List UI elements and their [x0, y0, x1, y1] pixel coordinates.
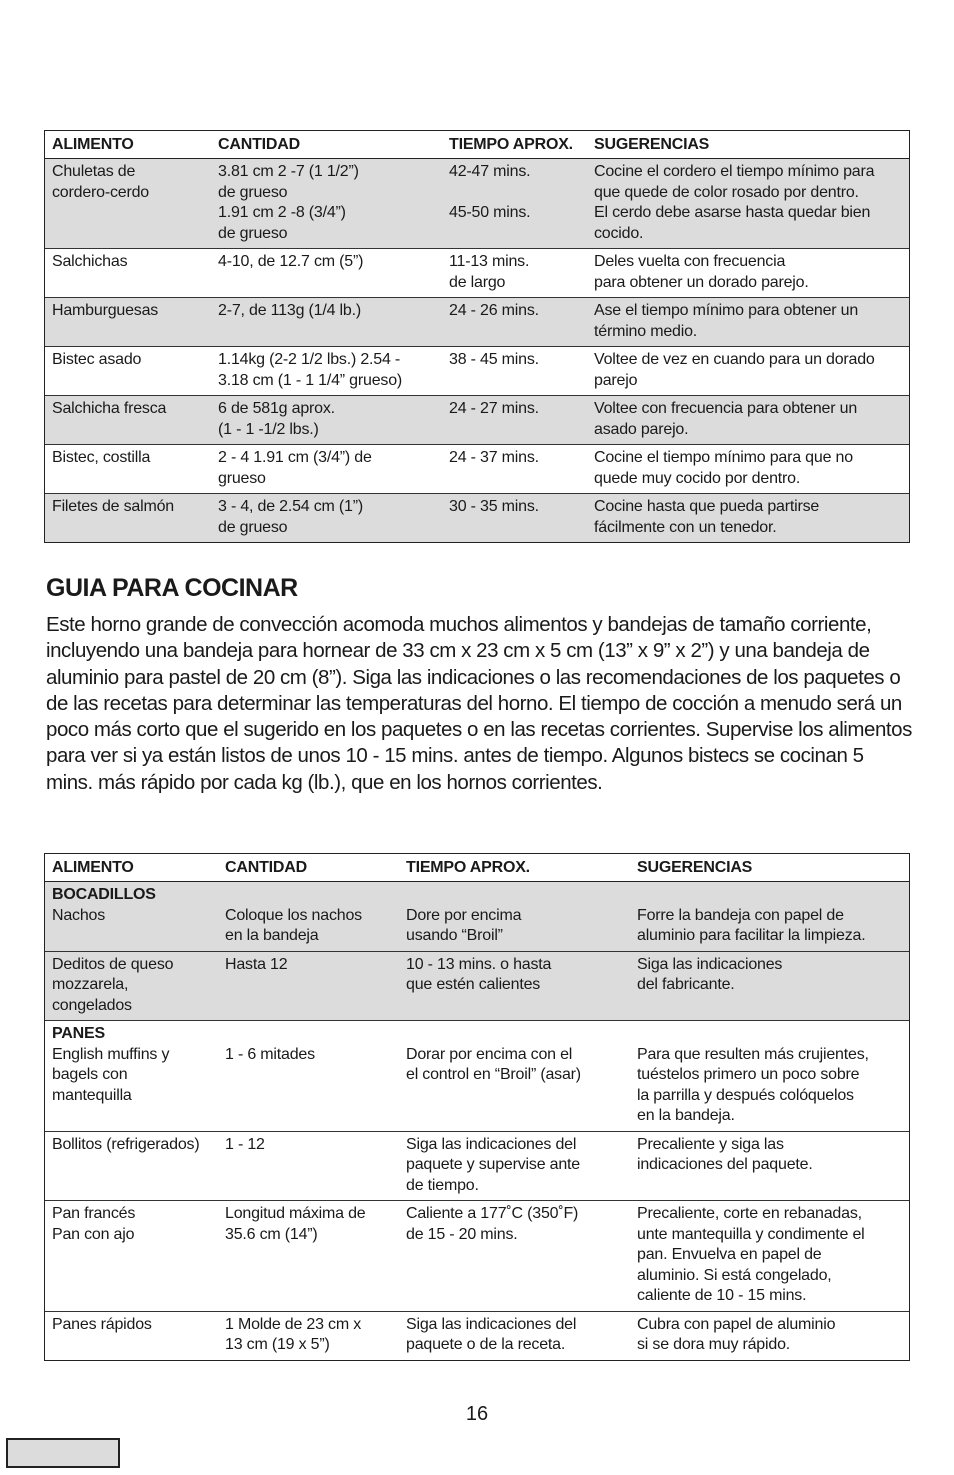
tip-cell: Ase el tiempo mínimo para obtener un término medio. [594, 302, 859, 340]
time-cell: 30 - 35 mins. [449, 498, 539, 515]
table-row [45, 493, 909, 542]
food-cell: Bollitos (refrigerados) [52, 1135, 200, 1153]
tip-cell: Cocine el tiempo mínimo para que no quede muy cocido por dentro. [594, 449, 853, 487]
food-cell [45, 885, 218, 947]
tip-cell: Para que resulten más crujientes, tuéstelos primero un poco sobre la parrilla y después colóquelos en la bandeja. [637, 1045, 869, 1124]
table-header [45, 854, 909, 882]
table-row [45, 951, 909, 1021]
table-row [45, 248, 909, 297]
quantity-cell: 4-10, de 12.7 cm (5”) [218, 253, 364, 270]
table-row [45, 444, 909, 493]
quantity-cell: 1.14kg (2-2 1/2 lbs.) 2.54 - 3.18 cm (1 - 1 1/4” grueso) [218, 351, 403, 389]
food-cell: Filetes de salmón [52, 498, 174, 515]
table-row [45, 297, 909, 346]
food-name: Nachos [52, 906, 106, 924]
tip-cell: Cubra con papel de aluminio si se dora muy rápido. [637, 1315, 836, 1353]
quantity-cell: 3.81 cm 2 -7 (1 1/2”) de grueso 1.91 cm 2 -8 (3/4”) de grueso [218, 163, 359, 242]
quantity-cell: 3 - 4, de 2.54 cm (1”) de grueso [218, 498, 363, 536]
tip-cell: Cocine hasta que pueda partirse fácilmente con un tenedor. [594, 498, 820, 536]
food-cell: Pan francés Pan con ajo [52, 1205, 136, 1243]
table-row [45, 1131, 909, 1201]
page-number: 16 [465, 1403, 489, 1425]
food-name: English muffins y bagels con mantequilla [52, 1045, 170, 1104]
header-tiempo: TIEMPO APROX. [449, 135, 573, 153]
quantity-cell: Longitud máxima de 35.6 cm (14”) [225, 1205, 366, 1243]
header-alimento: ALIMENTO [52, 135, 134, 153]
time-cell: 24 - 27 mins. [449, 400, 539, 417]
tip-cell: Precaliente y siga las indicaciones del paquete. [637, 1135, 813, 1173]
quantity-cell: Coloque los nachos en la bandeja [225, 906, 362, 944]
quantity-cell: 1 - 12 [225, 1135, 265, 1153]
section-paragraph: Este horno grande de convección acomoda muchos alimentos y bandejas de tamaño corriente, incluyendo una bandeja para hornear de 33 cm x 23 cm x 5 cm (13” x 9” x 2”) y una bandeja de aluminio para pastel de 20 cm (8”). Siga las indicaciones o las recomendaciones de los paquetes o de las recetas para determinar las temperaturas del horno. El tiempo de cocción a menudo será un poco más corto que el sugerido en los paquetes o en las recetas corrientes. Supervise los alimentos para ver si ya están listos de unos 10 - 15 mins. antes de tiempo. Algunos bistecs se cocinan 5 mins. más rápido por cada kg (lb.), que en los hornos corrientes. [46, 613, 912, 794]
header-cantidad: CANTIDAD [225, 858, 307, 876]
food-cell: Salchicha fresca [52, 400, 167, 417]
table-row [45, 1020, 909, 1131]
quantity-cell: 1 Molde de 23 cm x 13 cm (19 x 5”) [225, 1315, 362, 1353]
category-label: PANES [52, 1025, 105, 1042]
tip-cell: Cocine el cordero el tiempo mínimo para que quede de color rosado por dentro. El cerdo debe asarse hasta quedar bien cocido. [594, 163, 875, 242]
table-row [45, 1311, 909, 1360]
quantity-cell: 1 - 6 mitades [225, 1045, 315, 1063]
time-cell: Caliente a 177˚C (350˚F) de 15 - 20 mins. [406, 1205, 579, 1243]
time-cell: Dore por encima usando “Broil” [406, 906, 522, 944]
time-cell: 10 - 13 mins. o hasta que estén calientes [406, 955, 552, 993]
table-header [45, 131, 909, 159]
quantity-cell: 6 de 581g aprox. (1 - 1 -1/2 lbs.) [218, 400, 335, 438]
header-alimento: ALIMENTO [52, 858, 134, 876]
cooking-table-snacks-breads [44, 853, 910, 1361]
time-cell: 11-13 mins. de largo [449, 253, 530, 291]
page-tab-marker [6, 1438, 120, 1468]
section-heading: GUIA PARA COCINAR [46, 574, 298, 602]
time-cell: Siga las indicaciones del paquete o de la receta. [406, 1315, 577, 1353]
time-cell: 42-47 mins. 45-50 mins. [449, 163, 531, 221]
tip-cell: Voltee de vez en cuando para un dorado parejo [594, 351, 875, 389]
food-cell: Chuletas de cordero-cerdo [52, 163, 150, 201]
table-row [45, 1200, 909, 1311]
food-cell: Panes rápidos [52, 1315, 152, 1333]
food-cell: Bistec, costilla [52, 449, 151, 466]
table-row [45, 159, 909, 248]
tip-cell: Voltee con frecuencia para obtener un asado parejo. [594, 400, 858, 438]
tip-cell: Deles vuelta con frecuencia para obtener un dorado parejo. [594, 253, 809, 291]
food-cell [45, 1024, 218, 1127]
cooking-table-meats [44, 130, 910, 543]
header-sugerencias: SUGERENCIAS [594, 135, 710, 153]
time-cell: 24 - 26 mins. [449, 302, 539, 319]
food-cell: Salchichas [52, 253, 128, 270]
table-row [45, 882, 909, 951]
tip-cell: Siga las indicaciones del fabricante. [637, 955, 783, 993]
table-row [45, 346, 909, 395]
quantity-cell: 2 - 4 1.91 cm (3/4”) de grueso [218, 449, 372, 487]
header-tiempo: TIEMPO APROX. [406, 858, 530, 876]
food-cell: Hamburguesas [52, 302, 159, 319]
time-cell: 38 - 45 mins. [449, 351, 539, 368]
header-sugerencias: SUGERENCIAS [637, 858, 753, 876]
time-cell: Dorar por encima con el el control en “Broil” (asar) [406, 1045, 581, 1083]
time-cell: 24 - 37 mins. [449, 449, 539, 466]
header-cantidad: CANTIDAD [218, 135, 300, 153]
food-cell: Deditos de queso mozzarela, congelados [52, 955, 174, 1014]
tip-cell: Forre la bandeja con papel de aluminio para facilitar la limpieza. [637, 906, 866, 944]
table-row [45, 395, 909, 444]
quantity-cell: Hasta 12 [225, 955, 288, 973]
time-cell: Siga las indicaciones del paquete y supervise ante de tiempo. [406, 1135, 580, 1194]
quantity-cell: 2-7, de 113g (1/4 lb.) [218, 302, 361, 319]
food-cell: Bistec asado [52, 351, 142, 368]
category-label: BOCADILLOS [52, 886, 156, 903]
tip-cell: Precaliente, corte en rebanadas, unte mantequilla y condimente el pan. Envuelva en papel de aluminio. Si está congelado, caliente de 10 - 15 mins. [637, 1205, 865, 1304]
